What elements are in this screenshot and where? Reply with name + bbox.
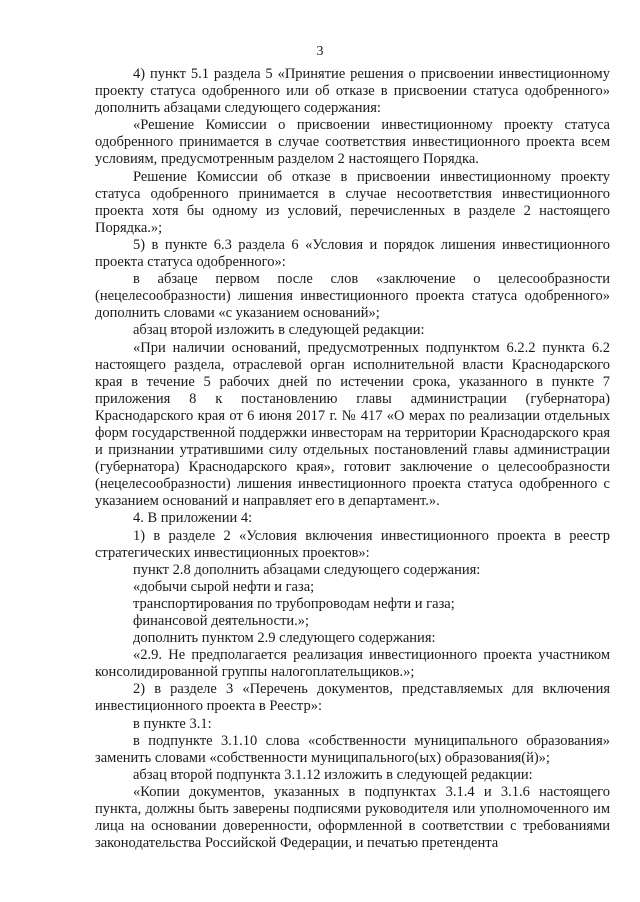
paragraph: «добычи сырой нефти и газа; <box>133 578 315 595</box>
paragraph: абзац второй подпункта 3.1.12 изложить в следующей редакции: <box>133 766 533 783</box>
paragraph: «2.9. Не предполагается реализация инвестиционного проекта участником консолидированной группы налогоплательщиков.»; <box>95 647 610 681</box>
paragraph: абзац второй изложить в следующей редакции: <box>133 322 425 339</box>
document-body <box>95 66 610 852</box>
page-number: 3 <box>316 44 324 59</box>
paragraph: 5) в пункте 6.3 раздела 6 «Условия и порядок лишения инвестиционного проекта статуса одобренного»: <box>95 236 610 271</box>
paragraph: транспортирования по трубопроводам нефти и газа; <box>133 595 455 612</box>
paragraph: 4) пункт 5.1 раздела 5 «Принятие решения о присвоении инвестиционному проекту статуса одобренного или об отказе в присвоении статуса одобренного» дополнить абзацами следующего содержания: <box>95 66 610 117</box>
paragraph: пункт 2.8 дополнить абзацами следующего содержания: <box>133 561 481 578</box>
paragraph: финансовой деятельности.»; <box>133 613 310 629</box>
paragraph: в подпункте 3.1.10 слова «собственности муниципального образования» заменить словами «собственности муниципального(ых) образования(й)»; <box>95 732 610 766</box>
paragraph: «При наличии оснований, предусмотренных подпунктом 6.2.2 пункта 6.2 настоящего раздела, отраслевой орган исполнительной власти Краснодарского края в течение 5 рабочих дней по истечении срока, указанного в пункте 7 приложения 8 к постановлению главы администрации (губернатора) Краснодарского края от 6 июня 2017 г. № 417 «О мерах по реализации отдельных форм государственной поддержки инвесторам на территории Краснодарского края и признании утратившими силу отдельных постановлений главы администрации (губернатора) Краснодарского края», готовит заключение о целесообразности (нецелесообразности) лишения инвестиционного проекта статуса одобренного с указанием оснований и направляет его в департамент.». <box>95 339 610 510</box>
paragraph: Решение Комиссии об отказе в присвоении инвестиционному проекту статуса одобренного принимается в случае несоответствия инвестиционного проекта хотя бы одному из условий, перечисленных в разделе 2 настоящего Порядка.»; <box>95 168 610 236</box>
paragraph: «Копии документов, указанных в подпунктах 3.1.4 и 3.1.6 настоящего пункта, должны быть заверены подписями руководителя или уполномоченного им лица на основании доверенности, оформленной в соответствии с требованиями законодательства Российской Федерации, и печатью претендента <box>95 783 610 852</box>
paragraph: 2) в разделе 3 «Перечень документов, представляемых для включения инвестиционного проекта в Реестр»: <box>95 681 610 715</box>
paragraph: дополнить пунктом 2.9 следующего содержания: <box>133 630 436 647</box>
paragraph: «Решение Комиссии о присвоении инвестиционному проекту статуса одобренного принимается в случае соответствия инвестиционного проекта всем условиям, предусмотренным разделом 2 настоящего Порядка. <box>95 117 610 168</box>
paragraph: в пункте 3.1: <box>133 715 212 732</box>
paragraph: в абзаце первом после слов «заключение о целесообразности (нецелесообразности) лишения инвестиционного проекта статуса одобренного» дополнить словами «с указанием оснований»; <box>95 271 610 322</box>
paragraph: 4. В приложении 4: <box>133 510 253 527</box>
paragraph: 1) в разделе 2 «Условия включения инвестиционного проекта в реестр стратегических инвестиционных проектов»: <box>95 527 610 561</box>
